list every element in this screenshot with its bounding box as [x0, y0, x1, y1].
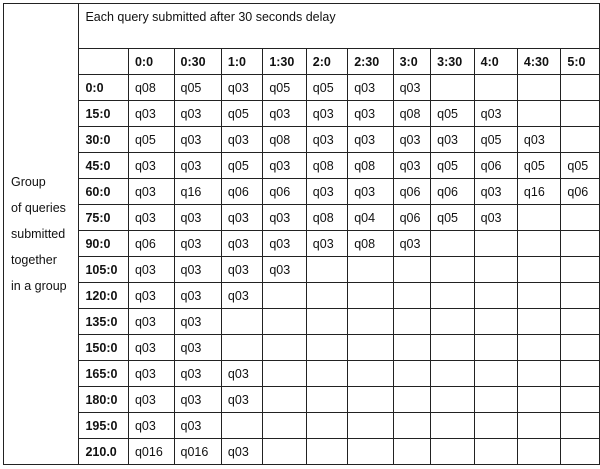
- table-cell: q03: [474, 179, 517, 205]
- table-cell: q06: [561, 179, 600, 205]
- table-wrapper: [3, 3, 600, 465]
- table-cell: q06: [263, 179, 306, 205]
- table-cell: q03: [263, 205, 306, 231]
- group-label-line: of queries: [11, 201, 66, 215]
- table-cell: [517, 75, 560, 101]
- table-cell: q05: [517, 153, 560, 179]
- table-cell: [393, 257, 431, 283]
- table-row: [4, 231, 600, 257]
- table-cell: [517, 413, 560, 439]
- table-cell: q06: [393, 205, 431, 231]
- table-cell: [306, 257, 347, 283]
- table-cell: [263, 387, 306, 413]
- table-cell: [348, 439, 393, 465]
- column-header: 4:30: [517, 49, 560, 75]
- table-cell: q03: [174, 205, 221, 231]
- row-header: 150:0: [79, 335, 129, 361]
- table-cell: [348, 335, 393, 361]
- table-cell: q05: [221, 101, 262, 127]
- table-cell: [306, 361, 347, 387]
- column-header: 2:0: [306, 49, 347, 75]
- row-header: 210.0: [79, 439, 129, 465]
- table-cell: q03: [128, 153, 174, 179]
- group-label-line: in a group: [11, 279, 67, 293]
- group-label-line: Group: [11, 175, 46, 189]
- row-header: 165:0: [79, 361, 129, 387]
- header-row: [4, 4, 600, 49]
- table-cell: q05: [128, 127, 174, 153]
- table-cell: q03: [306, 231, 347, 257]
- column-header: 0:30: [174, 49, 221, 75]
- table-cell: q05: [174, 75, 221, 101]
- table-cell: q03: [174, 387, 221, 413]
- row-header: 75:0: [79, 205, 129, 231]
- table-cell: [431, 231, 474, 257]
- table-cell: q03: [174, 231, 221, 257]
- table-cell: [561, 283, 600, 309]
- table-cell: [517, 257, 560, 283]
- table-cell: [561, 413, 600, 439]
- row-header: 0:0: [79, 75, 129, 101]
- table-row: [4, 335, 600, 361]
- table-row: [4, 309, 600, 335]
- table-cell: q08: [348, 153, 393, 179]
- table-cell: [393, 361, 431, 387]
- corner-cell: [79, 49, 129, 75]
- table-row: [4, 387, 600, 413]
- table-cell: q05: [431, 205, 474, 231]
- table-cell: q08: [306, 153, 347, 179]
- table-cell: [474, 361, 517, 387]
- table-cell: q03: [221, 361, 262, 387]
- table-cell: q03: [174, 309, 221, 335]
- table-row: [4, 361, 600, 387]
- table-cell: q03: [174, 101, 221, 127]
- table-cell: q16: [174, 179, 221, 205]
- table-cell: [517, 283, 560, 309]
- table-cell: [561, 361, 600, 387]
- table-cell: [221, 413, 262, 439]
- table-cell: q016: [128, 439, 174, 465]
- table-row: [4, 257, 600, 283]
- table-cell: [517, 361, 560, 387]
- table-cell: [221, 335, 262, 361]
- table-cell: q03: [221, 387, 262, 413]
- row-header: 135:0: [79, 309, 129, 335]
- table-cell: q06: [128, 231, 174, 257]
- column-header: 0:0: [128, 49, 174, 75]
- table-cell: [517, 309, 560, 335]
- table-cell: q04: [348, 205, 393, 231]
- table-cell: [431, 309, 474, 335]
- table-cell: [393, 439, 431, 465]
- table-cell: q06: [431, 179, 474, 205]
- table-cell: q03: [128, 387, 174, 413]
- table-cell: q03: [174, 127, 221, 153]
- table-cell: [348, 309, 393, 335]
- table-cell: q03: [174, 153, 221, 179]
- table-cell: [306, 283, 347, 309]
- table-cell: q08: [128, 75, 174, 101]
- table-row: [4, 101, 600, 127]
- table-cell: q03: [348, 127, 393, 153]
- table-cell: [474, 439, 517, 465]
- table-row: [4, 413, 600, 439]
- table-cell: q03: [393, 75, 431, 101]
- table-cell: q03: [306, 127, 347, 153]
- row-header: 195:0: [79, 413, 129, 439]
- table-cell: q03: [221, 439, 262, 465]
- table-cell: q08: [263, 127, 306, 153]
- column-header-row: [4, 49, 600, 75]
- column-header: 3:30: [431, 49, 474, 75]
- table-cell: [348, 257, 393, 283]
- table-cell: [221, 309, 262, 335]
- table-cell: q03: [128, 335, 174, 361]
- table-cell: [306, 335, 347, 361]
- table-cell: [474, 387, 517, 413]
- table-cell: q03: [174, 335, 221, 361]
- table-cell: [474, 413, 517, 439]
- table-row: [4, 75, 600, 101]
- table-cell: [431, 413, 474, 439]
- table-cell: q03: [128, 361, 174, 387]
- table-cell: [561, 387, 600, 413]
- table-cell: [263, 361, 306, 387]
- table-cell: q03: [393, 231, 431, 257]
- table-cell: [517, 205, 560, 231]
- table-cell: q03: [221, 205, 262, 231]
- table-cell: [393, 309, 431, 335]
- table-cell: q03: [263, 257, 306, 283]
- table-cell: [431, 283, 474, 309]
- table-cell: [348, 387, 393, 413]
- table-cell: q03: [474, 101, 517, 127]
- table-cell: [306, 309, 347, 335]
- row-header: 90:0: [79, 231, 129, 257]
- table-cell: q03: [128, 179, 174, 205]
- table-cell: [561, 439, 600, 465]
- table-cell: q03: [306, 101, 347, 127]
- table-cell: [431, 335, 474, 361]
- table-header: Each query submitted after 30 seconds delay: [79, 4, 600, 49]
- table-cell: [431, 361, 474, 387]
- table-cell: q03: [348, 75, 393, 101]
- table-cell: [348, 413, 393, 439]
- table-cell: q03: [306, 179, 347, 205]
- row-header: 30:0: [79, 127, 129, 153]
- column-header: 2:30: [348, 49, 393, 75]
- table-cell: [561, 309, 600, 335]
- table-row: [4, 439, 600, 465]
- table-cell: q03: [221, 283, 262, 309]
- table-cell: q08: [348, 231, 393, 257]
- row-header: 120:0: [79, 283, 129, 309]
- table-cell: [517, 335, 560, 361]
- table-cell: q03: [128, 309, 174, 335]
- table-cell: [517, 231, 560, 257]
- table-cell: [517, 101, 560, 127]
- table-cell: q05: [431, 101, 474, 127]
- table-cell: [474, 335, 517, 361]
- table-cell: q05: [221, 153, 262, 179]
- group-label-cell: [4, 4, 79, 465]
- table-cell: [474, 283, 517, 309]
- table-cell: [263, 309, 306, 335]
- table-cell: q03: [128, 205, 174, 231]
- table-cell: q03: [174, 361, 221, 387]
- table-cell: [431, 387, 474, 413]
- table-cell: [306, 413, 347, 439]
- row-header: 60:0: [79, 179, 129, 205]
- column-header: 4:0: [474, 49, 517, 75]
- table-cell: q05: [306, 75, 347, 101]
- table-cell: [474, 231, 517, 257]
- row-header: 15:0: [79, 101, 129, 127]
- table-cell: q06: [474, 153, 517, 179]
- table-cell: [306, 439, 347, 465]
- table-cell: q06: [393, 179, 431, 205]
- table-cell: [263, 439, 306, 465]
- table-cell: q03: [263, 231, 306, 257]
- table-cell: [561, 205, 600, 231]
- table-cell: [561, 335, 600, 361]
- table-cell: q05: [561, 153, 600, 179]
- table-cell: [431, 439, 474, 465]
- table-cell: [263, 283, 306, 309]
- table-cell: [263, 413, 306, 439]
- table-cell: q03: [174, 283, 221, 309]
- table-cell: q03: [221, 75, 262, 101]
- table-cell: q03: [221, 257, 262, 283]
- table-cell: q08: [306, 205, 347, 231]
- group-label-line: together: [11, 253, 57, 267]
- table-cell: q03: [263, 101, 306, 127]
- column-header: 1:0: [221, 49, 262, 75]
- table-cell: [393, 335, 431, 361]
- table-cell: [561, 101, 600, 127]
- column-header: 5:0: [561, 49, 600, 75]
- table-row: [4, 283, 600, 309]
- table-cell: q03: [128, 101, 174, 127]
- table-cell: q03: [263, 153, 306, 179]
- table-cell: [306, 387, 347, 413]
- table-cell: [561, 127, 600, 153]
- table-cell: [474, 257, 517, 283]
- row-header: 105:0: [79, 257, 129, 283]
- table-cell: q03: [128, 257, 174, 283]
- row-header: 180:0: [79, 387, 129, 413]
- group-label-line: submitted: [11, 227, 66, 241]
- table-cell: q03: [128, 413, 174, 439]
- table-cell: q05: [474, 127, 517, 153]
- table-cell: q05: [431, 153, 474, 179]
- table-cell: q06: [221, 179, 262, 205]
- table-cell: [474, 309, 517, 335]
- table-cell: [431, 257, 474, 283]
- table-cell: [393, 283, 431, 309]
- table-cell: [561, 75, 600, 101]
- table-cell: [393, 387, 431, 413]
- table-cell: q05: [263, 75, 306, 101]
- table-cell: q16: [517, 179, 560, 205]
- table-cell: q03: [348, 179, 393, 205]
- table-cell: [517, 387, 560, 413]
- table-cell: q03: [393, 127, 431, 153]
- table-cell: [348, 283, 393, 309]
- table-cell: [431, 75, 474, 101]
- table-cell: [561, 231, 600, 257]
- table-cell: q03: [174, 413, 221, 439]
- table-body: [4, 4, 600, 465]
- table-row: [4, 127, 600, 153]
- table-cell: [263, 335, 306, 361]
- table-row: [4, 179, 600, 205]
- query-schedule-table: [3, 3, 600, 465]
- table-row: [4, 153, 600, 179]
- table-cell: q03: [431, 127, 474, 153]
- column-header: 1:30: [263, 49, 306, 75]
- table-cell: [348, 361, 393, 387]
- table-cell: q016: [174, 439, 221, 465]
- table-cell: q03: [128, 283, 174, 309]
- table-cell: [474, 75, 517, 101]
- table-cell: [393, 413, 431, 439]
- table-cell: q08: [393, 101, 431, 127]
- table-cell: q03: [517, 127, 560, 153]
- table-cell: q03: [221, 127, 262, 153]
- table-cell: q03: [221, 231, 262, 257]
- table-cell: q03: [474, 205, 517, 231]
- row-header: 45:0: [79, 153, 129, 179]
- column-header: 3:0: [393, 49, 431, 75]
- table-row: [4, 205, 600, 231]
- table-cell: [561, 257, 600, 283]
- table-cell: q03: [174, 257, 221, 283]
- table-cell: q03: [348, 101, 393, 127]
- table-cell: q03: [393, 153, 431, 179]
- table-cell: [517, 439, 560, 465]
